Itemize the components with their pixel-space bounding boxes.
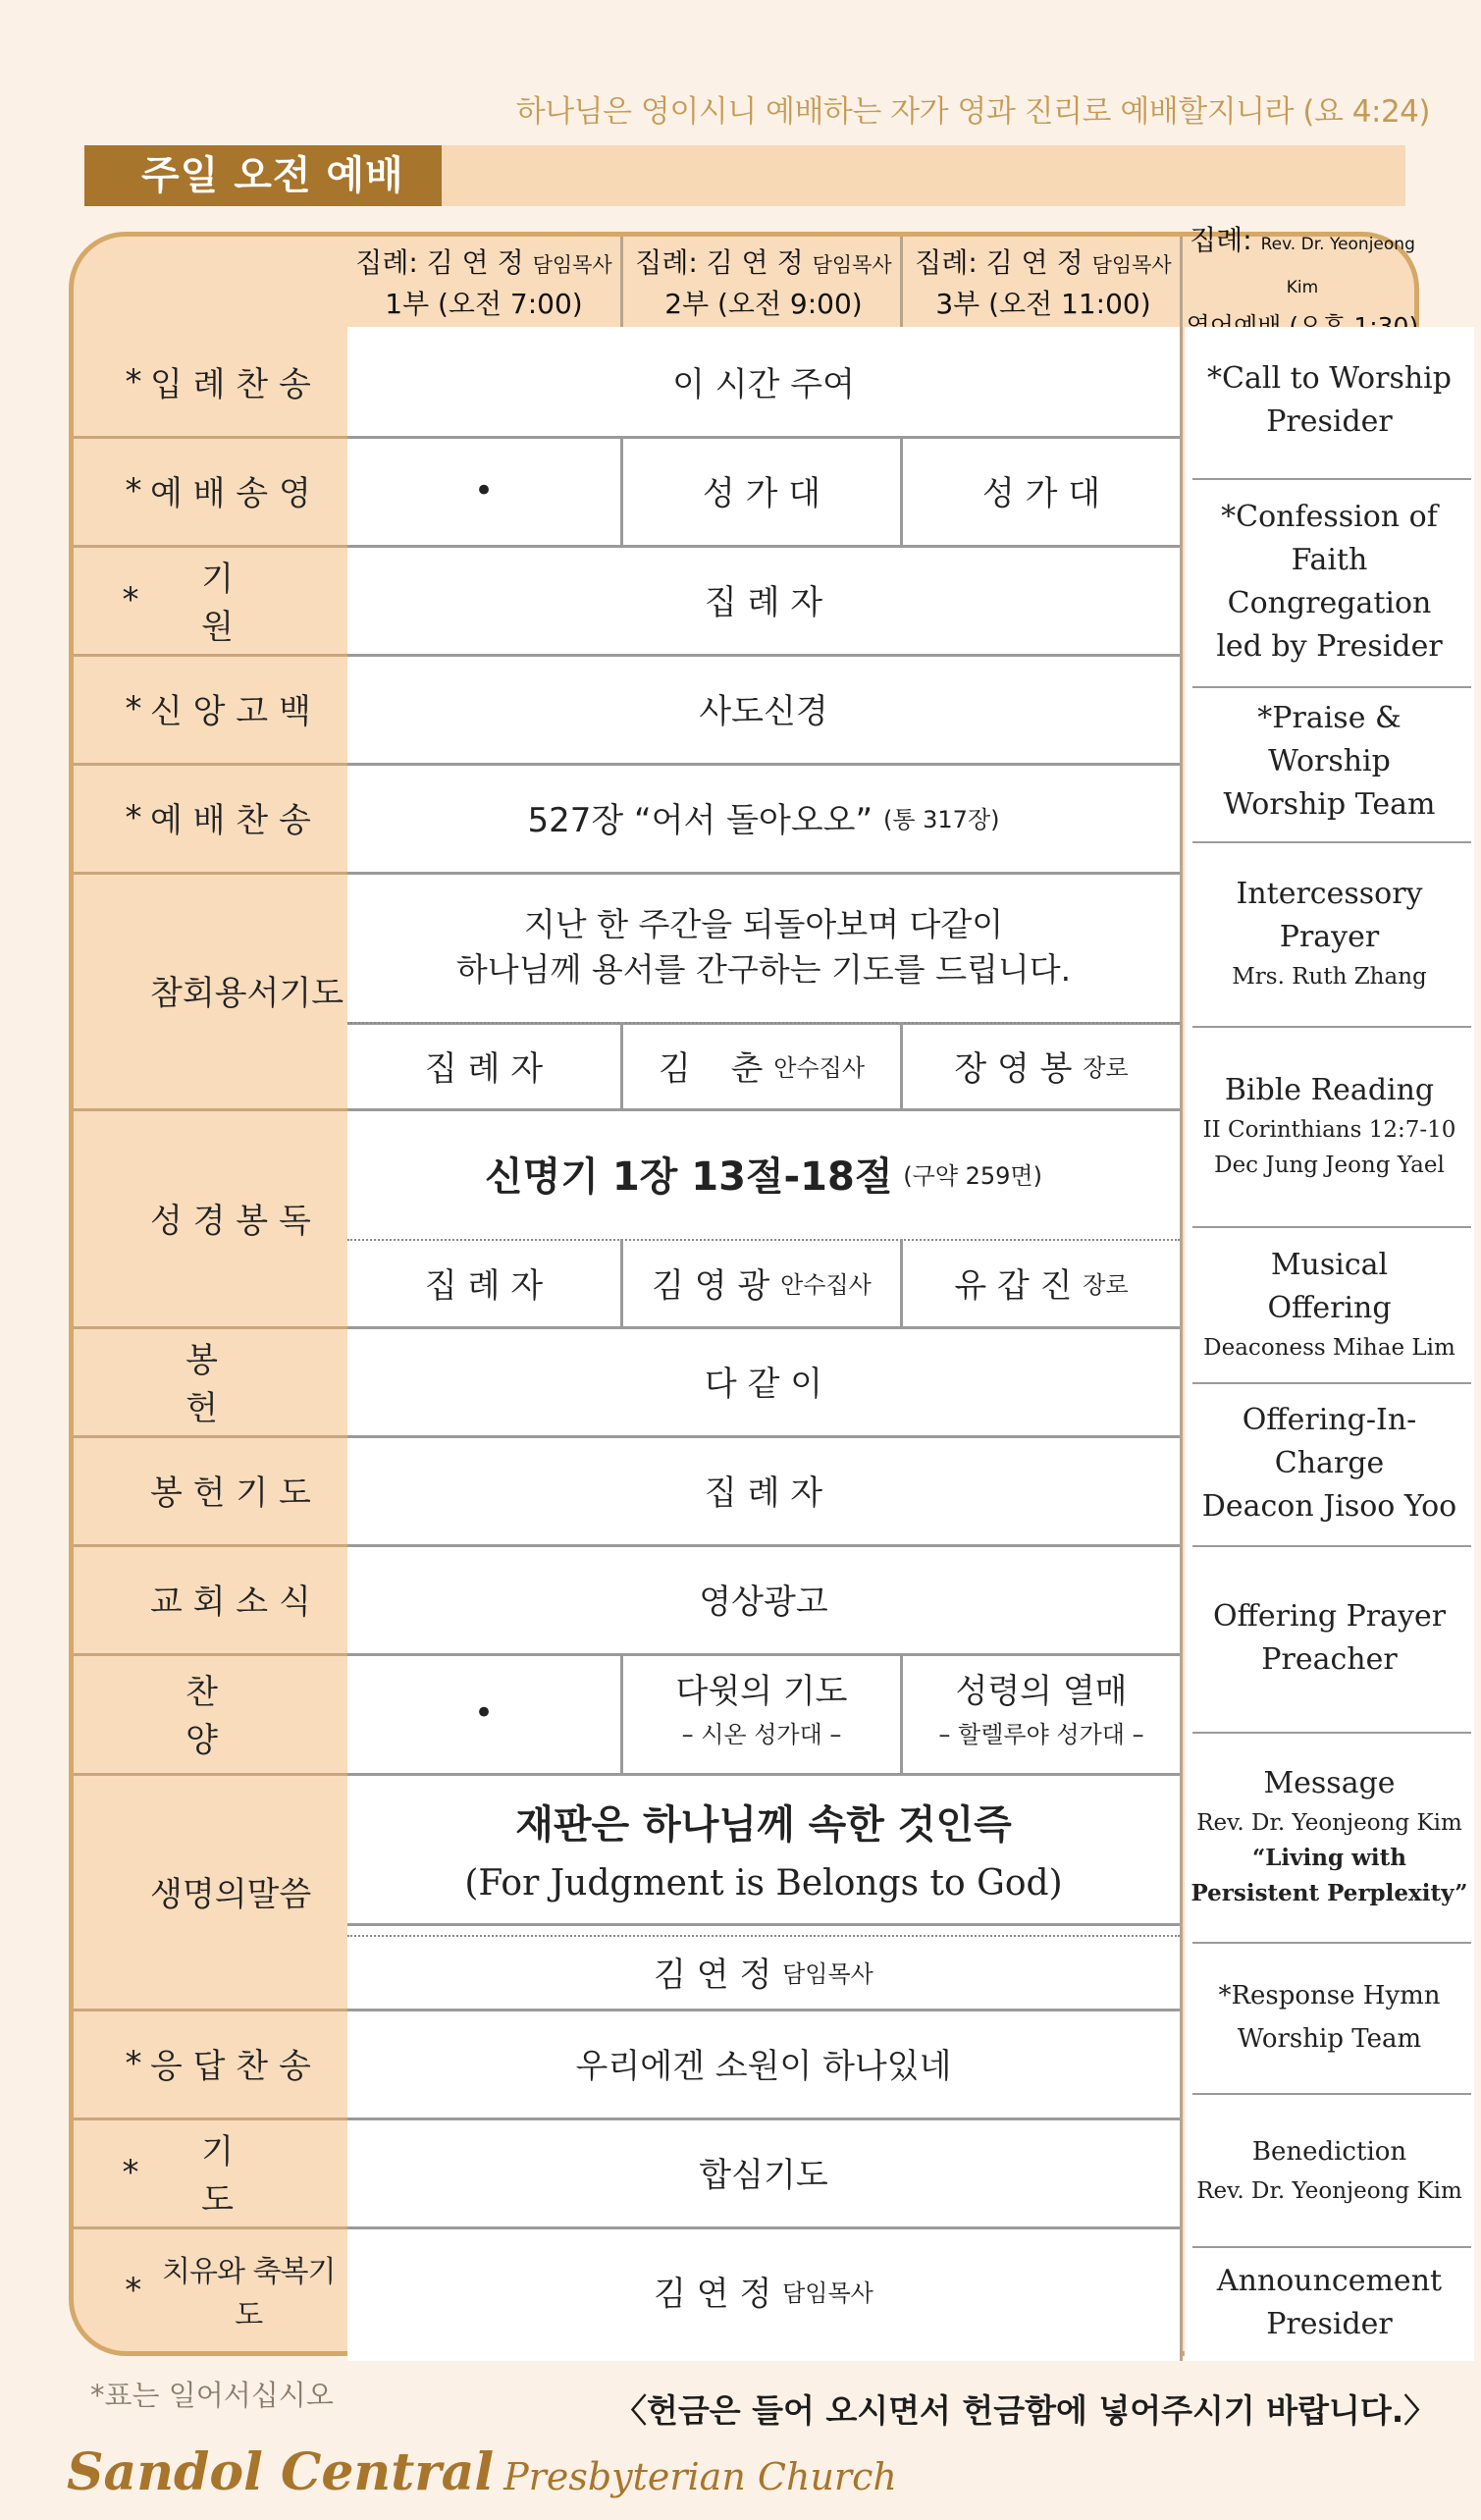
preacher-role: 담임목사 xyxy=(782,1960,873,1988)
english-item-praise xyxy=(1185,688,1474,835)
anthem-title: 성령의 열매 xyxy=(955,1672,1128,1711)
choir-name: – 할렐루야 성가대 – xyxy=(938,1721,1144,1748)
english-item-offering-prayer xyxy=(1185,1547,1474,1730)
sermon-english-title: (For Judgment is Belongs to God) xyxy=(464,1862,1063,1903)
english-line: led by Presider xyxy=(1216,629,1443,664)
label-text: 기 원 xyxy=(201,559,291,647)
scripture-reader-2 xyxy=(623,1239,900,1326)
english-item-message xyxy=(1185,1734,1474,1940)
invocation-value: 집 례 자 xyxy=(704,583,823,622)
label-response-hymn xyxy=(74,2009,347,2118)
english-line: Deacon Jisoo Yoo xyxy=(1201,1489,1457,1524)
english-column-divider xyxy=(1180,327,1183,2361)
english-title: *Confession of xyxy=(1221,500,1438,534)
header-divider xyxy=(1180,237,1183,327)
english-item-confession xyxy=(1185,480,1474,684)
label-text: 치유와 축복기도 xyxy=(162,2255,336,2332)
english-line: Worship xyxy=(1268,744,1391,778)
leader-role: 안수집사 xyxy=(773,1053,866,1082)
label-doxology xyxy=(74,436,347,545)
reader-name: 김 영 광 xyxy=(652,1266,770,1306)
scripture-reader-1 xyxy=(347,1239,620,1326)
label-offering xyxy=(74,1326,347,1435)
leader-name: 김 춘 xyxy=(658,1048,764,1089)
header-presider: 집례: 김 연 정 xyxy=(355,246,524,279)
service-header-1 xyxy=(347,242,620,325)
english-title: Offering-In- xyxy=(1242,1403,1417,1437)
reader-name: 집 례 자 xyxy=(424,1266,544,1306)
english-title: Benediction xyxy=(1251,2137,1407,2167)
blessing-role: 담임목사 xyxy=(782,2279,873,2307)
blessing-value xyxy=(347,2226,1180,2354)
label-offering-prayer xyxy=(74,1435,347,1544)
confession-text xyxy=(347,872,1180,1022)
sermon-title: 재판은 하나님께 속한 것인즉 xyxy=(515,1801,1012,1848)
standing-mark: * xyxy=(125,470,142,510)
label-text: 봉 헌 xyxy=(185,1340,312,1428)
standing-mark: * xyxy=(125,797,142,837)
label-invocation xyxy=(74,545,347,654)
english-item-musical-offering xyxy=(1185,1228,1474,1380)
preacher-name: 김 연 정 xyxy=(654,1956,772,1995)
hymn-note: (통 317장) xyxy=(882,806,1000,833)
english-small-line: “Living with xyxy=(1252,1845,1406,1871)
service-header-english xyxy=(1185,224,1420,325)
label-choir xyxy=(74,1653,347,1773)
leader-role: 장로 xyxy=(1083,1053,1129,1082)
section-title: 주일 오전 예배 xyxy=(84,145,442,206)
english-line: Presider xyxy=(1266,2307,1393,2341)
english-line: Faith xyxy=(1291,543,1368,577)
label-worship-hymn xyxy=(74,763,347,872)
english-line: Charge xyxy=(1274,1446,1385,1480)
choir-service-1: • xyxy=(473,1693,495,1733)
label-news xyxy=(74,1544,347,1653)
english-title: Bible Reading xyxy=(1224,1073,1435,1107)
label-call-hymn xyxy=(74,327,347,436)
standing-mark: * xyxy=(125,361,142,402)
english-small-line: Deaconess Mihae Lim xyxy=(1203,1334,1455,1361)
reader-name: 유 갑 진 xyxy=(954,1266,1073,1306)
prayer-value: 합심기도 xyxy=(699,2156,828,2195)
english-small-line: Rev. Dr. Yeonjeong Kim xyxy=(1196,1810,1462,1836)
section-title-bar xyxy=(84,145,1405,206)
label-text: 생명의말씀 xyxy=(150,1874,312,1914)
service-header-3 xyxy=(905,242,1182,325)
sermon-preacher xyxy=(347,1935,1180,2009)
church-name xyxy=(67,2442,897,2502)
news-value: 영상광고 xyxy=(699,1582,828,1622)
response-hymn-value: 우리에겐 소원이 하나있네 xyxy=(575,2047,952,2086)
leader-name: 집 례 자 xyxy=(424,1048,544,1089)
header-divider xyxy=(620,237,623,327)
label-text: 예 배 송 영 xyxy=(150,474,311,513)
standing-mark: * xyxy=(122,2152,139,2192)
label-text: 봉 헌 기 도 xyxy=(150,1474,311,1513)
english-item-announcement xyxy=(1185,2248,1474,2358)
anthem-title: 다윗의 기도 xyxy=(675,1672,848,1711)
scripture-passage: 신명기 1장 13절-18절 xyxy=(485,1154,893,1200)
confession-line: 지난 한 주간을 되돌아보며 다같이 xyxy=(523,904,1004,943)
reader-role: 장로 xyxy=(1083,1271,1129,1299)
standing-mark: * xyxy=(125,2043,142,2083)
church-name-rest: Presbyterian Church xyxy=(503,2455,897,2498)
label-text: 기 도 xyxy=(201,2131,291,2220)
header-divider xyxy=(900,237,903,327)
english-line: Offering xyxy=(1267,1290,1392,1325)
service-header-2 xyxy=(625,242,902,325)
label-text: 참회용서기도 xyxy=(150,974,344,1013)
standing-mark: * xyxy=(125,2271,142,2310)
english-title: *Call to Worship xyxy=(1207,361,1452,396)
english-line: Preacher xyxy=(1261,1642,1398,1677)
label-text: 입 례 찬 송 xyxy=(150,365,311,404)
header-presider: 집례: xyxy=(1190,224,1252,256)
call-hymn-value: 이 시간 주여 xyxy=(672,365,855,404)
english-small-line: Dec Jung Jeong Yael xyxy=(1214,1153,1445,1178)
label-text: 응 답 찬 송 xyxy=(150,2047,311,2086)
doxology-service-2: 성 가 대 xyxy=(702,474,821,513)
bible-verse: 하나님은 영이시니 예배하는 자가 영과 진리로 예배할지니라 (요 4:24) xyxy=(515,94,1430,130)
english-title: *Response Hymn xyxy=(1218,1981,1441,2011)
reader-role: 안수집사 xyxy=(780,1271,872,1299)
label-creed xyxy=(74,654,347,763)
header-time: 2부 (오전 9:00) xyxy=(664,288,863,320)
blessing-name: 김 연 정 xyxy=(654,2274,772,2314)
worship-order-table xyxy=(69,224,1468,2356)
english-title: Musical xyxy=(1270,1247,1389,1282)
label-text: 교 회 소 식 xyxy=(150,1582,311,1622)
header-role: 담임목사 xyxy=(812,253,892,277)
english-item-offering-in-charge xyxy=(1185,1384,1474,1543)
english-small-line: II Corinthians 12:7-10 xyxy=(1202,1117,1456,1143)
offering-prayer-value: 집 례 자 xyxy=(704,1474,823,1513)
doxology-service-1: • xyxy=(473,470,495,510)
confession-leader-3 xyxy=(903,1022,1180,1108)
header-presider: 집례: 김 연 정 xyxy=(635,246,804,279)
english-small-line: Persistent Perplexity” xyxy=(1190,1880,1468,1906)
header-role: Rev. Dr. Yeonjeong Kim xyxy=(1260,235,1415,297)
scripture-reader-3 xyxy=(903,1239,1180,1326)
scripture-text xyxy=(347,1108,1180,1239)
offering-note: 〈헌금은 들어 오시면서 헌금함에 넣어주시기 바랍니다.〉 xyxy=(614,2391,1437,2430)
english-line: Prayer xyxy=(1279,920,1380,954)
english-item-benediction xyxy=(1185,2095,1474,2244)
confession-leader-2 xyxy=(623,1022,900,1108)
leader-name: 장 영 봉 xyxy=(954,1048,1073,1089)
header-role: 담임목사 xyxy=(1091,253,1172,277)
english-item-call-to-worship xyxy=(1185,327,1474,474)
label-text: 예 배 찬 송 xyxy=(150,801,311,840)
english-line: Congregation xyxy=(1227,586,1432,620)
confession-line: 하나님께 용서를 간구하는 기도를 드립니다. xyxy=(455,949,1072,989)
english-title: Announcement xyxy=(1216,2264,1443,2298)
hymn-title: 527장 “어서 돌아오오” xyxy=(527,801,873,840)
choir-service-3 xyxy=(903,1653,1180,1773)
header-time: 3부 (오전 11:00) xyxy=(935,288,1151,320)
english-small-line: Worship Team xyxy=(1237,2024,1422,2054)
sermon-title-block xyxy=(347,1773,1180,1935)
scripture-note: (구약 259면) xyxy=(903,1162,1042,1190)
english-item-bible-reading xyxy=(1185,1028,1474,1224)
choir-name: – 시온 성가대 – xyxy=(681,1721,842,1748)
standing-mark: * xyxy=(125,688,142,728)
english-title: *Praise & xyxy=(1257,701,1402,735)
choir-service-2 xyxy=(623,1653,900,1773)
english-item-response-hymn xyxy=(1185,1944,1474,2091)
offering-value: 다 같 이 xyxy=(704,1365,823,1404)
english-item-intercessory xyxy=(1185,843,1474,1024)
standing-footnote: *표는 일어서십시오 xyxy=(90,2379,334,2412)
english-line: Worship Team xyxy=(1223,787,1436,822)
label-scripture xyxy=(74,1108,347,1326)
confession-leader-1 xyxy=(347,1022,620,1108)
label-text: 성 경 봉 독 xyxy=(150,1201,311,1241)
creed-value: 사도신경 xyxy=(699,692,828,731)
standing-mark: * xyxy=(122,579,139,619)
church-name-main: Sandol Central xyxy=(67,2442,495,2502)
english-title: Intercessory xyxy=(1236,877,1423,911)
english-title: Message xyxy=(1263,1766,1396,1800)
english-small-line: Rev. Dr. Yeonjeong Kim xyxy=(1196,2178,1462,2204)
label-text: 찬 양 xyxy=(185,1673,312,1760)
label-sermon xyxy=(74,1773,347,2009)
worship-hymn-value xyxy=(347,763,1180,872)
english-title: Offering Prayer xyxy=(1212,1599,1447,1634)
label-text: 신 앙 고 백 xyxy=(150,692,311,731)
label-prayer xyxy=(74,2118,347,2226)
english-small-line: Mrs. Ruth Zhang xyxy=(1232,964,1427,990)
label-confession xyxy=(74,872,347,1108)
header-time: 1부 (오전 7:00) xyxy=(385,288,583,320)
header-presider: 집례: 김 연 정 xyxy=(915,246,1084,279)
label-blessing xyxy=(74,2226,347,2354)
english-line: Presider xyxy=(1266,404,1393,439)
header-role: 담임목사 xyxy=(532,253,612,277)
doxology-service-3: 성 가 대 xyxy=(981,474,1101,513)
